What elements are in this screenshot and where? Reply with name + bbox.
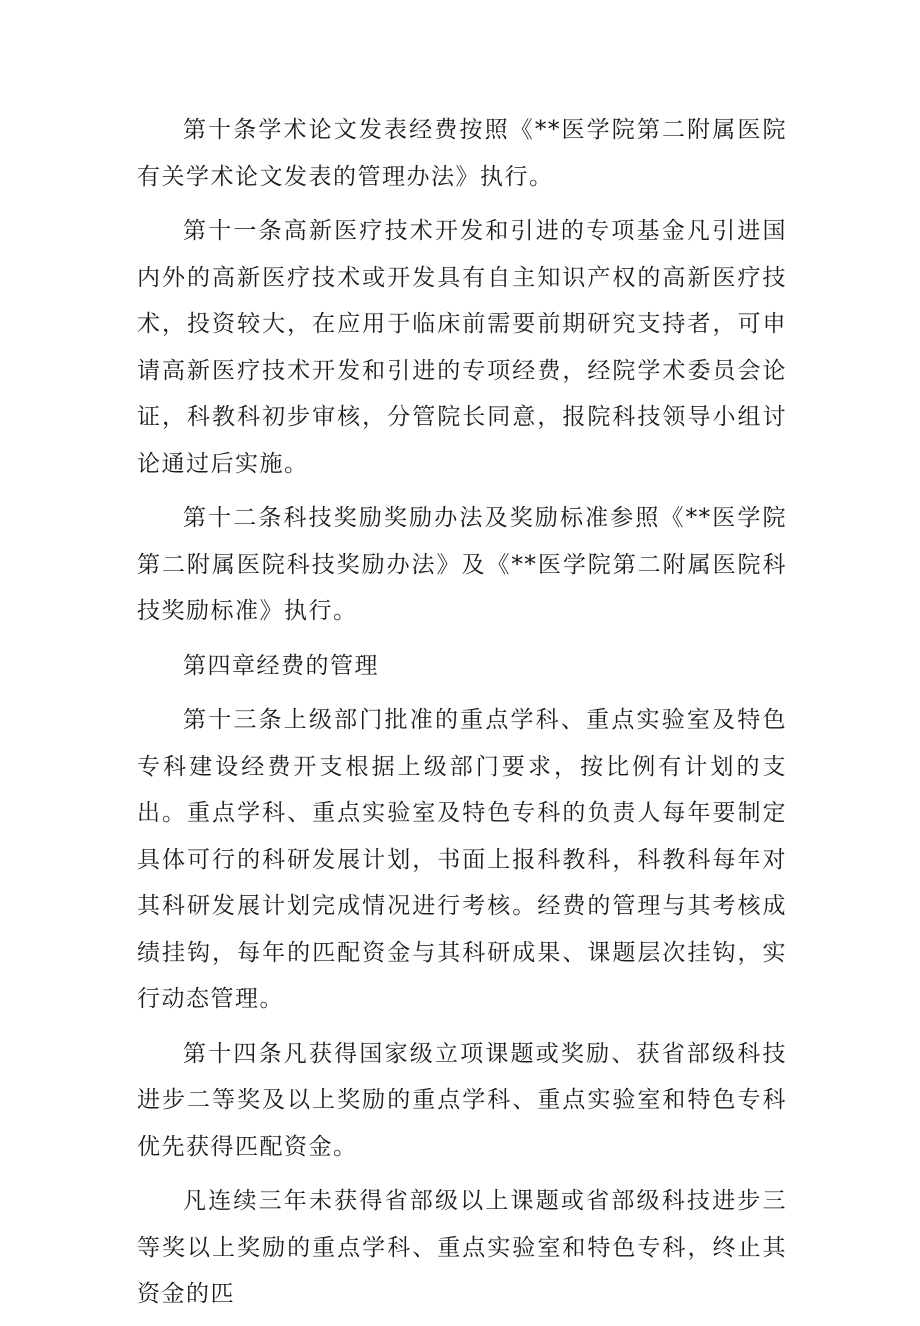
- article-10-paragraph: 第十条学术论文发表经费按照《**医学院第二附属医院有关学术论文发表的管理办法》执行。: [137, 117, 787, 190]
- article-12-paragraph: 第十二条科技奖励奖励办法及奖励标准参照《**医学院第二附属医院科技奖励办法》及《**医学院第二附属医院科技奖励标准》执行。: [137, 505, 787, 624]
- article-14-paragraph: 第十四条凡获得国家级立项课题或奖励、获省部级科技进步二等奖及以上奖励的重点学科、重点实验室和特色专科优先获得匹配资金。: [137, 1040, 787, 1160]
- article-11-paragraph: 第十一条高新医疗技术开发和引进的专项基金凡引进国内外的高新医疗技术或开发具有自主知识产权的高新医疗技术，投资较大，在应用于临床前需要前期研究支持者，可申请高新医疗技术开发和引进的专项经费，经院学术委员会论证，科教科初步审核，分管院长同意，报院科技领导小组讨论通过后实施。: [137, 218, 787, 477]
- article-14-continuation-paragraph: 凡连续三年未获得省部级以上课题或省部级科技进步三等奖以上奖励的重点学科、重点实验室和特色专科，终止其资金的匹: [137, 1188, 787, 1307]
- article-13-paragraph: 第十三条上级部门批准的重点学科、重点实验室及特色专科建设经费开支根据上级部门要求，按比例有计划的支出。重点学科、重点实验室及特色专科的负责人每年要制定具体可行的科研发展计划，书面上报科教科，科教科每年对其科研发展计划完成情况进行考核。经费的管理与其考核成绩挂钩，每年的匹配资金与其科研成果、课题层次挂钩，实行动态管理。: [137, 707, 787, 1012]
- chapter-4-heading: 第四章经费的管理: [183, 652, 379, 679]
- document-body: [137, 107, 787, 1326]
